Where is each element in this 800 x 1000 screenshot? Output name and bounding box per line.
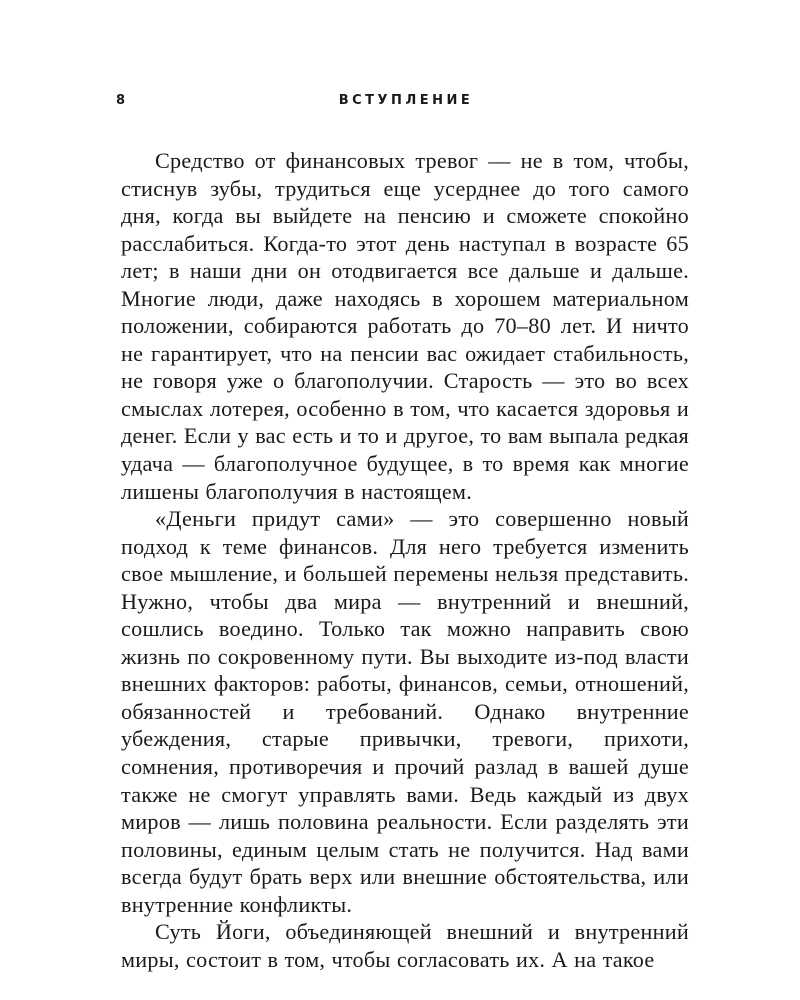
page-number: 8 <box>116 93 127 108</box>
body-text <box>121 147 689 973</box>
paragraph: «Деньги придут сами» — это совершенно новый подход к теме финансов. Для него требуется изменить свое мышление, и большей перемены нельзя представить. Нужно, чтобы два мира — внутренний и внешний, сошлись воедино. Только так можно направить свою жизнь по сокровенному пути. Вы выходите из-под власти внешних факторов: работы, финансов, семьи, отношений, обязанностей и требований. Однако внутренние убеждения, старые привычки, тревоги, прихоти, сомнения, противоречия и прочий разлад в вашей душе также не смогут управлять вами. Ведь каждый из двух миров — лишь половина реальности. Если разделять эти половины, единым целым стать не получится. Над вами всегда будут брать верх или внешние обстоятельства, или внутренние конфликты. <box>121 506 689 917</box>
paragraph: Суть Йоги, объединяющей внешний и внутренний миры, состоит в том, чтобы согласовать их. А на такое <box>121 919 689 972</box>
section-title: ВСТУПЛЕНИЕ <box>338 93 474 108</box>
paragraph: Средство от финансовых тревог — не в том, чтобы, стиснув зубы, трудиться еще усерднее до того самого дня, когда вы выйдете на пенсию и сможете спокойно расслабиться. Когда-то этот день наступал в возрасте 65 лет; в наши дни он отодвигается все дальше и дальше. Многие люди, даже находясь в хорошем материальном положении, собираются работать до 70–80 лет. И ничто не гарантирует, что на пенсии вас ожидает стабильность, не говоря уже о благополучии. Старость — это во всех смыслах лотерея, особенно в том, что касается здоровья и денег. Если у вас есть и то и другое, то вам выпала редкая удача — благополучное будущее, в то время как многие лишены благополучия в настоящем. <box>121 148 689 504</box>
running-head <box>116 93 696 113</box>
